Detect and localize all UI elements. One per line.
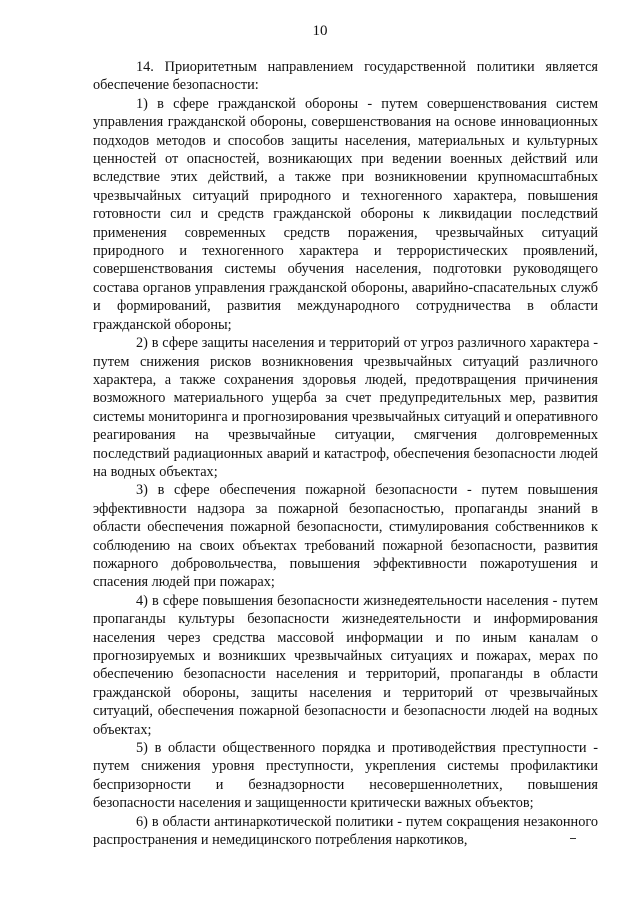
paragraph-civil-defense: 1) в сфере гражданской обороны - путем совершенствования систем управления гражданской обороны, совершенствования на основе инновационных подходов методов и способов защиты населения, материальных и культурных ценностей от опасностей, возникающих при ведении военных действий или вследствие этих действий, а также при возникновении крупномасштабных чрезвычайных ситуаций природного и техногенного характера, повышения готовности сил и средств гражданской обороны к ликвидации последствий применения современных средств поражения, чрезвычайных ситуаций природного и техногенного характера и террористических проявлений, совершенствования системы обучения населения, подготовки руководящего состава органов управления гражданской обороны, аварийно-спасательных служб и формирований, развития международного сотрудничества в области гражданской обороны; (93, 95, 598, 333)
document-body (93, 58, 598, 849)
paragraph-public-order: 5) в области общественного порядка и противодействия преступности - путем снижения уровня преступности, укрепления системы профилактики беспризорности и безнадзорности несовершеннолетних, повышения безопасности населения и защищенности критически важных объектов; (93, 740, 598, 812)
paragraph-population-protection: 2) в сфере защиты населения и территорий от угроз различного характера - путем снижения рисков возникновения чрезвычайных ситуаций различного характера, а также сохранения здоровья людей, предотвращения причинения возможного материального ущерба за счет предупредительных мер, развития системы мониторинга и прогнозирования чрезвычайных ситуаций и оперативного реагирования на чрезвычайные ситуации, смягчения долговременных последствий радиационных аварий и катастроф, обеспечения безопасности людей на водных объектах; (93, 335, 598, 480)
paragraph-fire-safety: 3) в сфере обеспечения пожарной безопасности - путем повышения эффективности надзора за пожарной безопасностью, пропаганды знаний в области обеспечения пожарной безопасности, стимулирования собственников к соблюдению на своих объектах требований пожарной безопасности, развития пожарного добровольчества, повышения эффективности пожаротушения и спасения людей при пожарах; (93, 482, 598, 591)
paragraph-life-safety: 4) в сфере повышения безопасности жизнедеятельности населения - путем пропаганды культуры безопасности жизнедеятельности и информирования населения через средства массовой информации и по иным каналам о прогнозируемых и возникших чрезвычайных ситуациях и пожарах, мерах по обеспечению безопасности населения и территорий, пропаганды в области гражданской обороны, защиты населения и территорий от чрезвычайных ситуаций, обеспечения пожарной безопасности и безопасности людей на водных объектах; (93, 592, 598, 738)
paragraph-intro: 14. Приоритетным направлением государственной политики является обеспечение безопасности: (93, 59, 598, 94)
page-number: 10 (312, 23, 328, 39)
scan-mark (570, 838, 576, 839)
paragraph-anti-drug-policy: 6) в области антинаркотической политики - путем сокращения незаконного распространения и немедицинского потребления наркотиков, (93, 813, 598, 849)
